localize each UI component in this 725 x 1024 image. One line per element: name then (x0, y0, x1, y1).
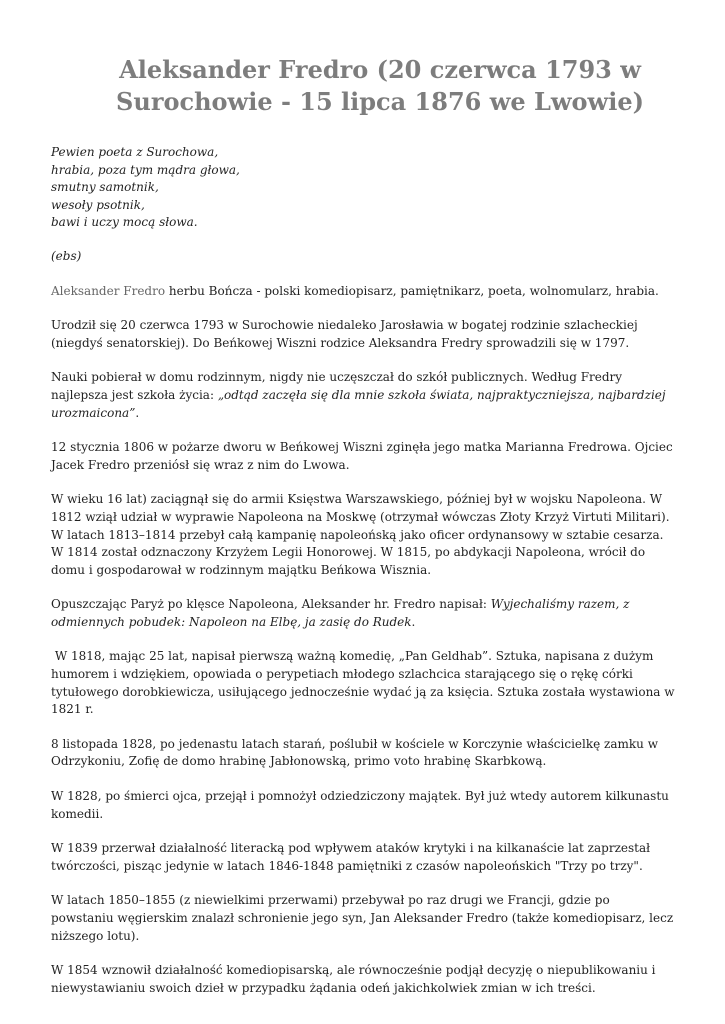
paragraph-education (51, 369, 675, 422)
poem-line: smutny samotnik, (51, 180, 159, 195)
paris-text: Opuszczając Paryż po klęsce Napoleona, Aleksander hr. Fredro napisał: (51, 597, 491, 612)
paragraph-resume: W 1854 wznowił działalność komediopisarską, ale równocześnie podjął decyzję o niepublikowaniu i niewystawianiu swoich dzieł w przypadku żądania odeń jakichkolwiek zmian w ich treści. (51, 963, 656, 995)
paragraph-army: W wieku 16 lat) zaciągnął się do armii Księstwa Warszawskiego, później był w wojsku Napoleona. W 1812 wziął udział w wyprawie Napoleona na Moskwę (otrzymał wówczas Złoty Krzyż Virtuti Militari). W latach 1813–1814 przebył całą kampanię napoleońską jako oficer ordynansowy w sztabie cesarza. W 1814 został odznaczony Krzyżem Legii Honorowej. W 1815, po abdykacji Napoleona, wrócił do domu i gospodarował w rodzinnym majątku Beńkowa Wisznia. (51, 492, 670, 577)
paragraph-paris (51, 596, 675, 631)
poem (51, 144, 675, 232)
poem-signature: (ebs) (51, 248, 82, 263)
author-name-link[interactable]: Aleksander Fredro (51, 283, 166, 298)
paragraph-mother: 12 stycznia 1806 w pożarze dworu w Beńkowej Wiszni zginęła jego matka Marianna Fredrowa. Ojciec Jacek Fredro przeniósł się wraz z nim do Lwowa. (51, 440, 673, 472)
paragraph-pause: W 1839 przerwał działalność literacką pod wpływem ataków krytyki i na kilkanaście lat zaprzestał twórczości, pisząc jedynie w latach 1846-1848 pamiętniki z czasów napoleońskich "Trzy po trzy". (51, 841, 651, 873)
page-title: Aleksander Fredro (20 czerwca 1793 w Surochowie - 15 lipca 1876 we Lwowie) (116, 55, 644, 116)
paragraph-marriage: 8 listopada 1828, po jedenastu latach starań, poślubił w kościele w Korczynie właścicielkę zamku w Odrzykoniu, Zofię de domo hrabinę Jabłonowską, primo voto hrabinę Skarbkową. (51, 736, 658, 769)
education-quote: „odtąd zaczęła się dla mnie szkoła świata, najpraktyczniejsza, najbardziej urozmaicona” (51, 387, 666, 420)
paragraph-intro (51, 283, 675, 301)
education-end: . (135, 405, 140, 420)
poem-line: bawi i uczy mocą słowa. (51, 215, 198, 230)
education-text: Nauki pobierał w domu rodzinnym, nigdy nie uczęszczał do szkół publicznych. Według Fredry najlepsza jest szkoła życia: (51, 370, 623, 402)
paris-end: . (411, 614, 416, 629)
paragraph-france: W latach 1850–1855 (z niewielkimi przerwami) przebywał po raz drugi we Francji, gdzie po powstaniu węgierskim znalazł schronienie jego syn, Jan Aleksander Fredro (także komediopisarz, lecz niższego lotu). (51, 893, 674, 943)
paragraph-estate: W 1828, po śmierci ojca, przejął i pomnożył odziedziczony majątek. Był już wtedy autorem kilkunastu komedii. (51, 789, 669, 821)
poem-line: hrabia, poza tym mądra głowa, (51, 162, 240, 177)
paragraph-birth: Urodził się 20 czerwca 1793 w Surochowie niedaleko Jarosławia w bogatej rodzinie szlacheckiej (niegdyś senatorskiej). Do Beńkowej Wiszni rodzice Aleksandra Fredry sprowadzili się w 1797. (51, 318, 638, 350)
document-page (51, 54, 679, 1014)
intro-text: herbu Bończa - polski komediopisarz, pamiętnikarz, poeta, wolnomularz, hrabia. (165, 283, 659, 298)
poem-line: wesoły psotnik, (51, 197, 145, 212)
poem-line: Pewien poeta z Surochowa, (51, 145, 219, 159)
paragraph-first-comedy: W 1818, mając 25 lat, napisał pierwszą ważną komedię, „Pan Geldhab”. Sztuka, napisana z dużym humorem i wdziękiem, opowiada o perypetiach młodego szlachcica starającego się o rękę córki tytułowego dorobkiewicza, usiłującego jednocześnie wydać ją za księcia. Sztuka została wystawiona w 1821 r. (51, 649, 679, 717)
paris-quote: Wyjechaliśmy razem, z odmiennych pobudek: Napoleon na Elbę, ja zasię do Rudek (51, 597, 630, 629)
